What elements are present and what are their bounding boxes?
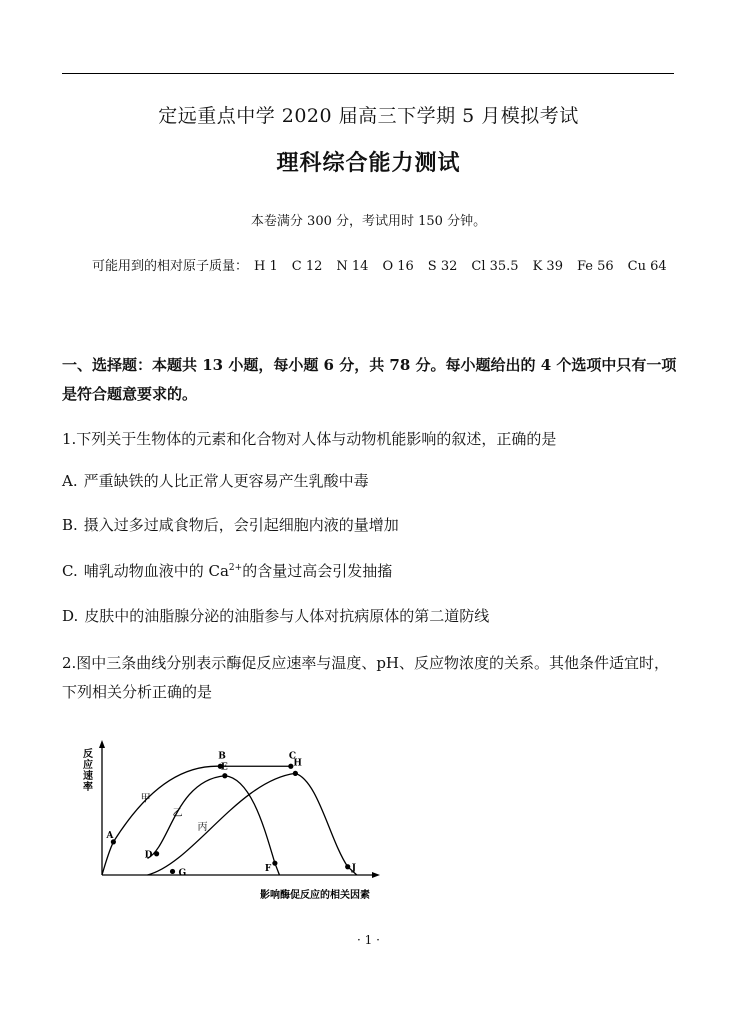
y-axis-label-char: 反 bbox=[83, 749, 93, 760]
series-label-0: 甲 bbox=[140, 793, 151, 805]
atomic-mass-s: S 32 bbox=[427, 259, 458, 274]
y-axis-label bbox=[83, 747, 93, 793]
option-letter: A. bbox=[62, 472, 78, 490]
point-E bbox=[222, 773, 227, 778]
question-2-stem: 2.图中三条曲线分别表示酶促反应速率与温度、pH、反应物浓度的关系。其他条件适宜时，下列相关分析正确的是 bbox=[62, 654, 669, 701]
series-bing-curve bbox=[148, 773, 357, 875]
option-letter: C. bbox=[62, 562, 78, 580]
point-F bbox=[272, 861, 277, 866]
atomic-mass-c: C 12 bbox=[291, 259, 323, 274]
option-letter: D. bbox=[62, 607, 79, 625]
atomic-mass-h: H 1 bbox=[254, 259, 278, 274]
atomic-mass-label: 可能用到的相对原子质量： bbox=[92, 259, 249, 274]
x-axis-label: 影响酶促反应的相关因素 bbox=[260, 890, 370, 901]
y-axis-label-char: 应 bbox=[83, 760, 93, 771]
header-rule bbox=[62, 73, 674, 74]
atomic-mass-n: N 14 bbox=[336, 259, 369, 274]
y-axis-label-char: 速 bbox=[83, 771, 93, 782]
section-heading: 一、选择题：本题共 13 小题，每小题 6 分，共 78 分。每小题给出的 4 个选项中只有一项是符合题意要求的。 bbox=[62, 356, 677, 403]
question-1-option-d bbox=[62, 605, 489, 626]
point-label-C: C bbox=[288, 751, 296, 762]
point-H bbox=[293, 771, 298, 776]
series-jia-curve bbox=[102, 766, 291, 875]
atomic-mass-cu: Cu 64 bbox=[627, 259, 667, 274]
point-label-D: D bbox=[144, 850, 153, 861]
question-1-option-c bbox=[62, 560, 392, 581]
point-label-A: A bbox=[106, 830, 114, 841]
point-J bbox=[345, 864, 350, 869]
data-points bbox=[105, 751, 356, 878]
option-text-after: 的含量过高会引发抽搐 bbox=[242, 562, 393, 580]
option-superscript: 2+ bbox=[228, 563, 243, 573]
atomic-mass-fe: Fe 56 bbox=[576, 259, 614, 274]
option-letter: B. bbox=[62, 516, 78, 534]
series-curves bbox=[102, 766, 357, 875]
enzyme-rate-chart bbox=[80, 735, 400, 905]
y-axis-arrow bbox=[99, 740, 105, 748]
point-label-H: H bbox=[293, 758, 302, 769]
subject-title: 理科综合能力测试 bbox=[276, 150, 461, 176]
page-number: · 1 · bbox=[357, 933, 380, 947]
atomic-mass-cl: Cl 35.5 bbox=[471, 259, 519, 274]
question-1-stem: 1.下列关于生物体的元素和化合物对人体与动物机能影响的叙述，正确的是 bbox=[62, 430, 557, 448]
atomic-mass-line bbox=[92, 255, 681, 274]
point-label-J: J bbox=[351, 863, 356, 874]
series-label-1: 乙 bbox=[172, 807, 183, 819]
school-title: 定远重点中学 2020 届高三下学期 5 月模拟考试 bbox=[158, 105, 579, 127]
option-text: 摄入过多过咸食物后，会引起细胞内液的量增加 bbox=[83, 516, 399, 534]
point-G bbox=[170, 869, 175, 874]
atomic-mass-o: O 16 bbox=[382, 259, 414, 274]
point-label-B: B bbox=[218, 751, 226, 762]
full-score-note: 本卷满分 300 分，考试用时 150 分钟。 bbox=[250, 214, 487, 229]
series-label-2: 丙 bbox=[197, 822, 208, 834]
point-label-E: E bbox=[220, 762, 228, 773]
question-1-option-b bbox=[62, 514, 399, 535]
option-text: 皮肤中的油脂腺分泌的油脂参与人体对抗病原体的第二道防线 bbox=[84, 607, 490, 625]
x-axis-arrow bbox=[372, 872, 380, 878]
question-1-option-a bbox=[62, 470, 369, 491]
point-label-F: F bbox=[264, 864, 272, 875]
point-D bbox=[154, 851, 159, 856]
atomic-mass-k: K 39 bbox=[532, 259, 563, 274]
y-axis-label-char: 率 bbox=[83, 782, 93, 793]
series-labels bbox=[141, 793, 208, 833]
option-text: 严重缺铁的人比正常人更容易产生乳酸中毒 bbox=[83, 472, 369, 490]
option-text-before: 哺乳动物血液中的 Ca bbox=[83, 562, 229, 580]
point-label-G: G bbox=[178, 868, 187, 879]
